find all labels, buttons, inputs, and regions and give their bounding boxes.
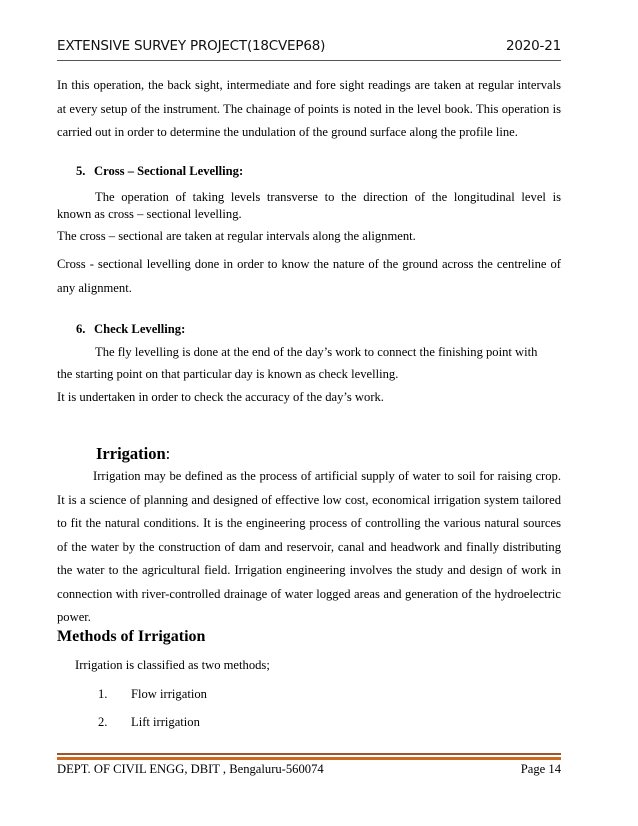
- list-item-label: Lift irrigation: [131, 715, 200, 729]
- cross-sectional-para1-line1: The operation of taking levels transverse to the direction of the longitudinal level is: [95, 190, 561, 204]
- cross-sectional-title: Cross – Sectional Levelling:: [94, 164, 244, 178]
- check-levelling-title: Check Levelling:: [94, 322, 186, 336]
- footer-rule-thick: [57, 757, 561, 760]
- methods-heading: Methods of Irrigation: [57, 628, 206, 645]
- methods-intro: Irrigation is classified as two methods;: [75, 658, 270, 672]
- check-levelling-para1-line1: The fly levelling is done at the end of the day’s work to connect the finishing point with: [95, 345, 538, 359]
- page-header: [57, 38, 561, 58]
- footer-page-number: 14: [548, 762, 561, 776]
- page-footer: [57, 762, 561, 780]
- header-title: EXTENSIVE SURVEY PROJECT(18CVEP68): [57, 38, 326, 54]
- irrigation-colon: :: [165, 444, 171, 463]
- list-item: [98, 687, 207, 702]
- footer-department: DEPT. OF CIVIL ENGG, DBIT , Bengaluru-560074: [57, 762, 324, 776]
- cross-sectional-heading: [76, 164, 243, 179]
- footer-page: [521, 762, 561, 777]
- irrigation-paragraph: Irrigation may be defined as the process of artificial supply of water to soil for raising crop. It is a science of planning and designed of effective low cost, economical irrigation system tailored to fit the natural conditions. It is the engineering process of controlling the various natural sources of the water by the construction of dam and reservoir, canal and headwork and finally distributing the water to the agricultural field. Irrigation engineering involves the study and design of work in connection with river-controlled drainage of water logged areas and generation of the hydroelectric power.: [57, 469, 561, 624]
- check-levelling-para1-line2: the starting point on that particular day is known as check levelling.: [57, 367, 399, 381]
- check-levelling-heading: [76, 322, 185, 337]
- irrigation-heading: [96, 444, 170, 464]
- header-rule: [57, 60, 561, 61]
- check-levelling-number: 6.: [76, 322, 86, 336]
- irrigation-title: Irrigation: [96, 444, 166, 463]
- footer-rule-thin: [57, 753, 561, 755]
- cross-sectional-number: 5.: [76, 164, 86, 178]
- footer-page-label: Page: [520, 762, 546, 776]
- list-item-number: 2.: [98, 715, 108, 729]
- cross-sectional-para2: The cross – sectional are taken at regular intervals along the alignment.: [57, 229, 416, 243]
- cross-sectional-para3: Cross - sectional levelling done in order to know the nature of the ground across the centreline of any alignment.: [57, 257, 561, 295]
- cross-sectional-para1-line2: known as cross – sectional levelling.: [57, 207, 242, 221]
- list-item: [98, 715, 200, 730]
- check-levelling-para2: It is undertaken in order to check the accuracy of the day’s work.: [57, 390, 384, 404]
- intro-paragraph: In this operation, the back sight, intermediate and fore sight readings are taken at regular intervals at every setup of the instrument. The chainage of points is noted in the level book. This operation is carried out in order to determine the undulation of the ground surface along the profile line.: [57, 78, 561, 139]
- list-item-label: Flow irrigation: [131, 687, 207, 701]
- header-year: 2020-21: [505, 38, 561, 54]
- list-item-number: 1.: [98, 687, 108, 701]
